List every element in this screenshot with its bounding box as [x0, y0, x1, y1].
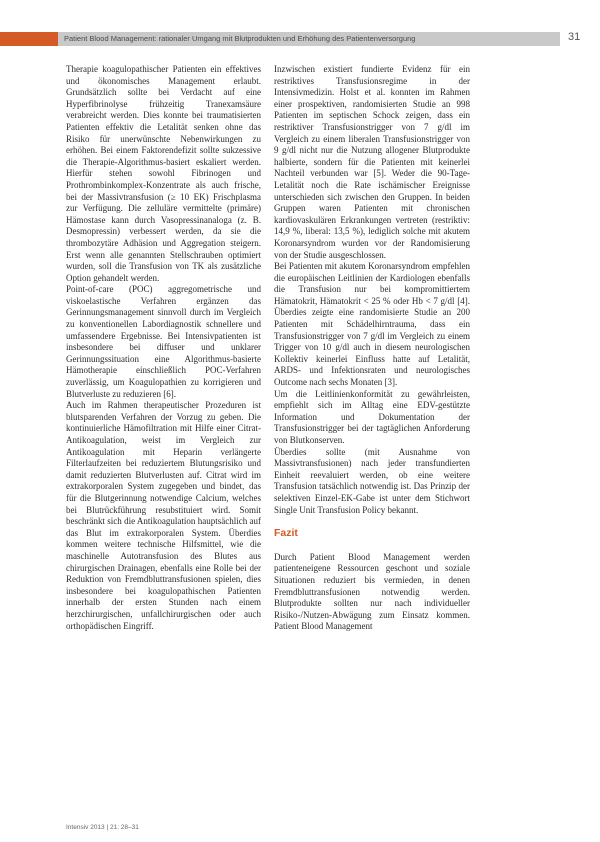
- right-column: [274, 64, 470, 633]
- header-accent: [0, 32, 58, 46]
- left-column: [66, 64, 261, 632]
- page-number: 31: [568, 31, 581, 43]
- left-paragraph-3: Auch im Rahmen therapeutischer Prozeduren ist blutsparenden Verfahren der Vorzug zu geben. Die kontinuierliche Hämofiltration mit Hilfe einer Citrat-Antikoagulation, weist im Vergleich zur Antikoagulation mit Heparin verlängerte Filterlaufzeiten bei reduziertem Blutungsrisiko und damit reduzierten Blutverlusten auf. Citrat wird im extrakorporalen System zugegeben und bindet, das für die Blutgerinnung notwendige Calcium, welches bei Blutrückführung resubstituiert wird. Somit beschränkt sich die Antikoagulation hauptsächlich auf das Blut im extrakorporalen System. Überdies kommen weitere technische Hilfsmittel, wie die maschinelle Autotransfusion des Blutes aus chirurgischen Drainagen, ebenfalls eine Rolle bei der Reduktion von Fremdbluttransfusionen spielen, dies insbesondere bei koagulopathischen Patienten innerhalb der ersten Stunden nach einem herzchirurgischen, unfallchirurgischen oder auch orthopädischen Eingriff.: [66, 400, 261, 631]
- left-paragraph-1: Therapie koagulopathischer Patienten ein effektives und ökonomisches Management erlaubt. Grundsätzlich sollte bei Verdacht auf eine Hyperfibrinolyse frühzeitig Tranexamsäure verabreicht werden. Dies konnte bei traumatisierten Patienten effektiv die Letalität senken ohne das Risiko für unerwünschte Nebenwirkungen zu erhöhen. Bei einem Faktorendefizit sollte sukzessive die Therapie-Algorithmus-basiert eskaliert werden. Hierfür stehen sowohl Fibrinogen und Prothrombinkomplex-Konzentrate als auch frische, bei der Massivtransfusion (≥ 10 EK) Frischplasma zur Verfügung. Die zelluläre vermittelte (primäre) Hämostase kann durch Vasopressinanaloga (z. B. Desmopressin) verbessert werden, da sie die thrombozytäre Adhäsion und Aggregation steigern. Erst wenn alle genannten Stellschrauben optimiert wurden, soll die Transfusion von TK als zusätzliche Option gehandelt werden.: [66, 64, 261, 283]
- fazit-paragraph: Durch Patient Blood Management werden patienteneigene Ressourcen geschont und soziale Situationen reduziert bis vermieden, in denen Fremdbluttransfusionen notwendig werden. Blutprodukte sollten nur nach individueller Risiko-/Nutzen-Abwägung zum Einsatz kommen. Patient Blood Management: [274, 551, 470, 632]
- running-header: Patient Blood Management: rationaler Umgang mit Blutprodukten und Erhöhung des Patientenversorgung: [64, 34, 416, 43]
- right-paragraph-2: Bei Patienten mit akutem Koronarsyndrom empfehlen die europäischen Leitlinien der Kardiologen ebenfalls die Transfusion nur bei kompromittiertem Hämatokrit, Hämatokrit < 25 % oder Hb < 7 g/dl [4]. Überdies zeigte eine randomisierte Studie an 200 Patienten mit Schädelhirntrauma, dass ein Transfusionstrigger von 7 g/dl im Vergleich zu einem Trigger von 10 g/dl auch in diesem neurologischen Kollektiv keinerlei Einfluss hatte auf Letalität, ARDS- und Infektionsraten und neurologisches Outcome nach sechs Monaten [3].: [274, 261, 470, 388]
- right-paragraph-3: Um die Leitlinienkonformität zu gewährleisten, empfiehlt sich im Alltag eine EDV-gestützte Information und Dokumentation der Transfusionstrigger bei der tagtäglichen Anforderung von Blutkonserven.: [274, 388, 470, 445]
- right-paragraph-1: Inzwischen existiert fundierte Evidenz für ein restriktives Transfusionsregime in der Intensivmedizin. Holst et al. konnten im Rahmen einer prospektiven, randomisierten Studie an 998 Patienten im septischen Schock zeigen, dass ein restriktiver Transfusionstrigger von 7 g/dl im Vergleich zu einem liberalen Transfusionstrigger von 9 g/dl nicht nur die Nutzung allogener Blutprodukte halbierte, sondern für die Patienten mit keinerlei Nachteil verbunden war [5]. Weder die 90-Tage-Letalität noch die Rate ischämischer Ereignisse unterschieden sich zwischen den Gruppen. In beiden Gruppen waren Patienten mit chronischen kardiovaskulären Erkrankungen vertreten (restriktiv: 14,9 %, liberal: 13,5 %), lediglich solche mit akutem Koronarsyndrom wurden vor der Randomisierung von der Studie ausgeschlossen.: [274, 64, 470, 260]
- left-paragraph-2: Point-of-care (POC) aggregometrische und viskoelastische Verfahren ergänzen das Gerinnungsmanagement sinnvoll durch im Vergleich zu konventionellen Labordiagnostik schnellere und umfassendere Ergebnisse. Bei Intensivpatienten ist insbesondere bei diffuser und unklarer Gerinnungssituation eine Algorithmus-basierte Hämotherapie einschließlich POC-Verfahren zuverlässig, um Koagulopathien zu korrigieren und Blutverluste zu reduzieren [6].: [66, 284, 261, 399]
- footer-citation: Intensiv 2013 | 21: 28–31: [66, 824, 139, 831]
- section-heading-fazit: Fazit: [274, 527, 298, 540]
- right-paragraph-4: Überdies sollte (mit Ausnahme von Massivtransfusionen) nach jeder transfundierten Einheit reevaluiert werden, ob eine weitere Transfusion tatsächlich notwendig ist. Das Prinzip der selektiven Einzel-EK-Gabe ist unter dem Stichwort Single Unit Transfusion Policy bekannt.: [274, 446, 470, 515]
